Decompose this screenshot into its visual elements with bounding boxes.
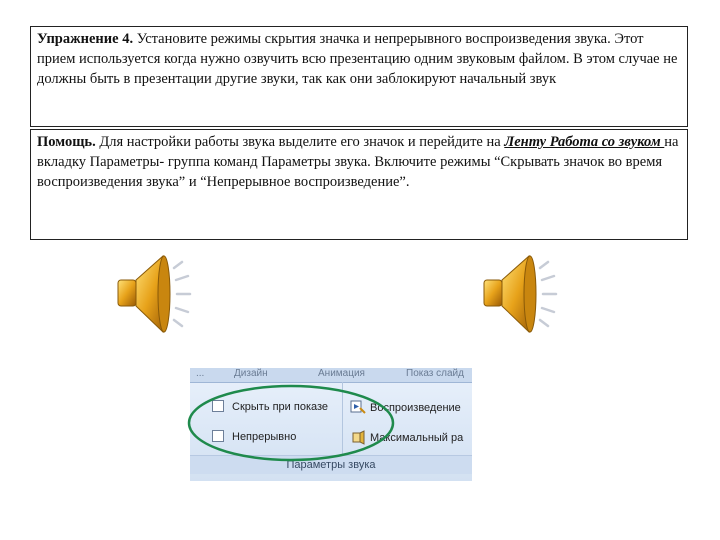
tab-slideshow[interactable]: Показ слайд — [406, 368, 464, 379]
help-title: Помощь. — [37, 134, 96, 150]
speaker-icon[interactable] — [108, 250, 208, 340]
help-text-after: на вкладку Параметры- группа команд Параметры звука. Включите режимы “Скрывать значок во время воспроизведения звука” и “Непрерывное воспроизведение”. — [37, 134, 679, 190]
help-text-before: Для настройки работы звука выделите его значок и перейдите на — [95, 134, 505, 150]
tab-design[interactable]: Дизайн — [234, 368, 268, 379]
highlight-ellipse — [186, 383, 396, 463]
checkbox-loop-label: Непрерывно — [232, 431, 297, 443]
ribbon-tabs — [190, 368, 472, 383]
exercise-text: Установите режимы скрытия значка и непрерывного воспроизведения звука. Этот прием используется когда нужно озвучить всю презентацию одним звуковым файлом. В этом случае не должны быть в презентации другие звуки, так как они заблокируют начальный звук — [37, 31, 678, 87]
checkbox-hide-label: Скрыть при показе — [232, 401, 329, 413]
exercise-title: Упражнение 4. — [37, 31, 134, 47]
help-link[interactable]: Ленту Работа со звуком — [504, 134, 665, 150]
tab-animation[interactable]: Анимация — [318, 368, 365, 379]
tab-prev[interactable]: ... — [196, 368, 205, 379]
speaker-icon[interactable] — [474, 250, 574, 340]
exercise-box — [30, 26, 688, 127]
play-mode-label: Воспроизведение — [370, 402, 461, 414]
max-size-label: Максимальный ра — [370, 432, 464, 444]
group-label: Параметры звука — [190, 455, 472, 474]
help-box — [30, 129, 688, 240]
